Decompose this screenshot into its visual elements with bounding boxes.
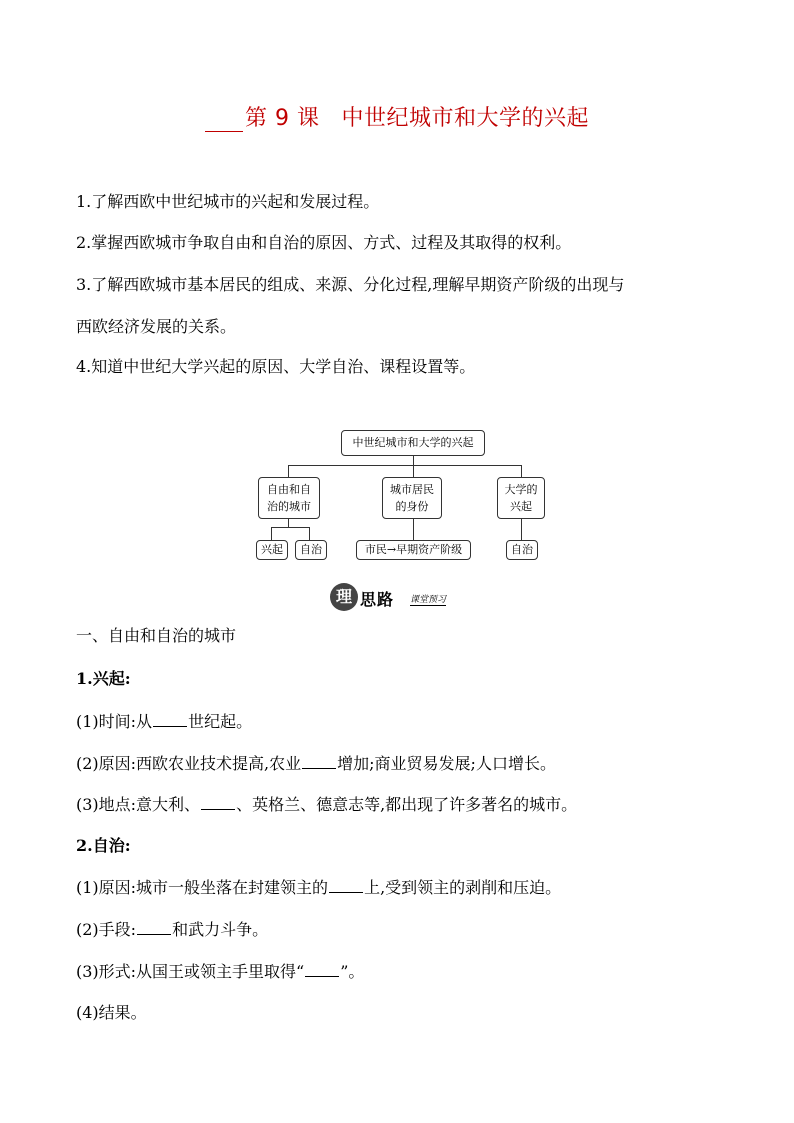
rise-reason-text-b: 增加;商业贸易发展;人口增长。: [337, 754, 556, 773]
autonomy-result: (4)结果。: [76, 1003, 147, 1022]
concept-diagram: [250, 425, 540, 575]
diagram-leaf-university-autonomy: 自治: [506, 540, 538, 560]
autonomy-reason: [76, 876, 561, 899]
branch-citizen-line1: 城市居民: [390, 483, 434, 496]
branch-university-line2: 兴起: [510, 500, 532, 513]
diagram-leaf-citizen: 市民→早期资产阶级: [356, 540, 471, 560]
rise-place-text-b: 、英格兰、德意志等,都出现了许多著名的城市。: [236, 795, 578, 814]
diagram-leaf-rise: 兴起: [256, 540, 288, 560]
lesson-number: 第 9 课: [245, 106, 320, 131]
objective-3-cont: 西欧经济发展的关系。: [76, 317, 237, 336]
autonomy-form: [76, 960, 364, 983]
rise-time-text-b: 世纪起。: [188, 712, 253, 731]
diagram-root: 中世纪城市和大学的兴起: [341, 430, 485, 456]
objective-2: 2.掌握西欧城市争取自由和自治的原因、方式、过程及其取得的权利。: [76, 233, 572, 252]
fill-blank[interactable]: [153, 710, 187, 727]
section-heading: 一、自由和自治的城市: [76, 626, 237, 645]
diagram-leaf-autonomy: 自治: [295, 540, 327, 560]
objective-1: 1.了解西欧中世纪城市的兴起和发展过程。: [76, 192, 380, 211]
autonomy-reason-text-a: (1)原因:城市一般坐落在封建领主的: [76, 878, 329, 897]
rise-reason-text-a: (2)原因:西欧农业技术提高,农业: [76, 754, 302, 773]
objective-3: 3.了解西欧城市基本居民的组成、来源、分化过程,理解早期资产阶级的出现与: [76, 275, 625, 294]
thinking-logo: [330, 583, 470, 613]
autonomy-form-text-b: ”。: [340, 962, 365, 981]
diagram-branch-citizen: [382, 477, 442, 519]
fill-blank[interactable]: [305, 960, 339, 977]
rise-time: [76, 710, 252, 733]
diagram-branch-university: [497, 477, 545, 519]
autonomy-means: [76, 918, 268, 941]
rise-place-text-a: (3)地点:意大利、: [76, 795, 201, 814]
autonomy-means-text-a: (2)手段:: [76, 920, 137, 939]
fill-blank[interactable]: [201, 793, 235, 810]
autonomy-heading: 2.自治:: [76, 836, 131, 855]
fill-blank[interactable]: [302, 752, 336, 769]
objective-4: 4.知道中世纪大学兴起的原因、大学自治、课程设置等。: [76, 357, 476, 376]
autonomy-means-text-b: 和武力斗争。: [172, 920, 269, 939]
logo-subtitle: 课堂预习: [410, 592, 446, 606]
autonomy-form-text-a: (3)形式:从国王或领主手里取得“: [76, 962, 305, 981]
diagram-branch-city: [258, 477, 320, 519]
rise-time-text-a: (1)时间:从: [76, 712, 153, 731]
branch-university-line1: 大学的: [504, 483, 538, 496]
rise-reason: [76, 752, 556, 775]
branch-city-line1: 自由和自: [267, 483, 311, 496]
rise-heading: 1.兴起:: [76, 669, 131, 688]
autonomy-reason-text-b: 上,受到领主的剥削和压迫。: [364, 878, 562, 897]
branch-citizen-line2: 的身份: [395, 500, 429, 513]
rise-place: [76, 793, 577, 816]
branch-city-line2: 治的城市: [267, 500, 311, 513]
logo-text: 思路: [360, 590, 395, 609]
logo-mark-icon: 理: [330, 583, 358, 611]
title-blank: [205, 111, 243, 132]
fill-blank[interactable]: [137, 918, 171, 935]
fill-blank[interactable]: [329, 876, 363, 893]
lesson-name: 中世纪城市和大学的兴起: [341, 106, 589, 131]
page-title: [0, 101, 794, 132]
